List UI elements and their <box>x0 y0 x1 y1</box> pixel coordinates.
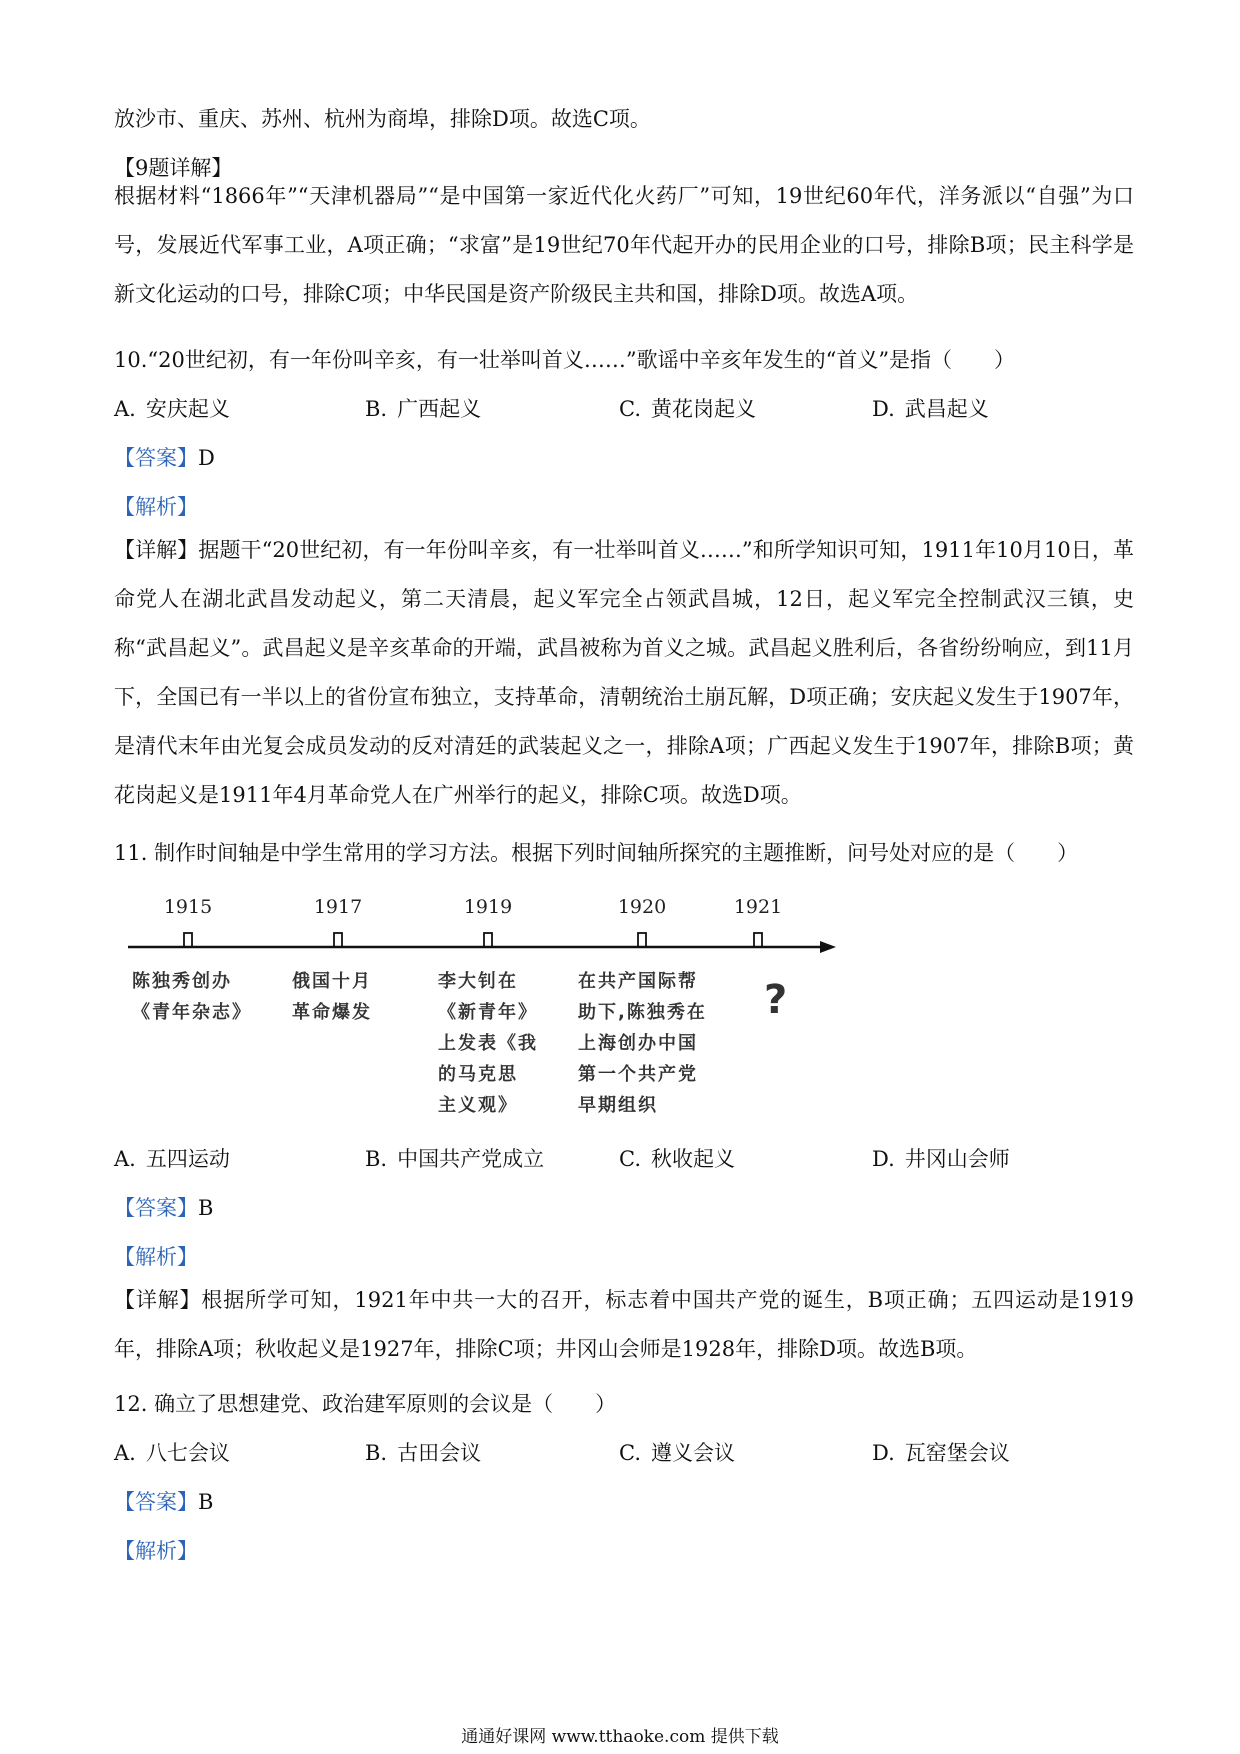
answer-value: D <box>198 446 215 470</box>
timeline-tick <box>184 933 192 947</box>
q11-detail <box>114 1276 1134 1374</box>
detail-label: 【详解】 <box>114 538 199 562</box>
detail-text: 据题干“20世纪初，有一年份叫辛亥，有一壮举叫首义……”和所学知识可知，1911年10月10日，革命党人在湖北武昌发动起义，第二天清晨，起义军完全占领武昌城，12日，起义军完全控制武汉三镇，史称“武昌起义”。武昌起义是辛亥革命的开端，武昌被称为首义之城。武昌起义胜利后，各省纷纷响应，到11月下，全国已有一半以上的省份宣布独立，支持革命，清朝统治土崩瓦解，D项正确；安庆起义发生于1907年，是清代末年由光复会成员发动的反对清廷的武装起义之一，排除A项；广西起义发生于1907年，排除B项；黄花岗起义是1911年4月革命党人在广州举行的起义，排除C项。故选D项。 <box>114 538 1135 807</box>
q12-option-d[interactable]: D. 瓦窑堡会议 <box>872 1441 1010 1465</box>
timeline-event-text: 俄国十月 <box>292 971 372 992</box>
answer-label: 【答案】 <box>114 446 198 470</box>
q9-detail-text: 根据材料“1866年”“天津机器局”“是中国第一家近代化火药厂”可知，19世纪60年代，洋务派以“自强”为口号，发展近代军事工业，A项正确；“求富”是19世纪70年代起开办的民用企业的口号，排除B项；民主科学是新文化运动的口号，排除C项；中华民国是资产阶级民主共和国，排除D项。故选A项。 <box>114 184 1134 306</box>
q11-answer <box>114 1193 1130 1223</box>
q10-option-c[interactable]: C. 黄花岗起义 <box>619 397 756 421</box>
continued-explanation-line: 放沙市、重庆、苏州、杭州为商埠，排除D项。故选C项。 <box>114 107 651 131</box>
timeline-year: 1917 <box>313 896 363 918</box>
q10-answer <box>114 443 1130 473</box>
q12-option-a[interactable]: A. 八七会议 <box>114 1441 230 1465</box>
timeline-svg <box>120 880 840 1140</box>
q12-option-c[interactable]: C. 遵义会议 <box>619 1441 735 1465</box>
timeline-year: 1915 <box>163 896 213 918</box>
timeline-event-text: 主义观》 <box>438 1095 518 1116</box>
q12-analysis-label: 【解析】 <box>114 1539 198 1563</box>
q11-analysis-label: 【解析】 <box>114 1245 198 1269</box>
timeline-tick <box>334 933 342 947</box>
q11-question: 11. 制作时间轴是中学生常用的学习方法。根据下列时间轴所探究的主题推断，问号处对应的是（ ） <box>114 841 1079 865</box>
q11-options <box>114 1144 1134 1174</box>
answer-value: B <box>198 1490 214 1514</box>
q12-answer <box>114 1487 1130 1517</box>
q11-option-d[interactable]: D. 井冈山会师 <box>872 1147 1010 1171</box>
timeline-arrow-icon <box>820 941 836 953</box>
q11-option-c[interactable]: C. 秋收起义 <box>619 1147 735 1171</box>
q11-option-a[interactable]: A. 五四运动 <box>114 1147 230 1171</box>
timeline-year: 1920 <box>617 896 667 918</box>
timeline-event-text: 助下,陈独秀在 <box>578 1002 707 1023</box>
timeline-year: 1921 <box>733 896 783 918</box>
q10-question: 10.“20世纪初，有一年份叫辛亥，有一壮举叫首义……”歌谣中辛亥年发生的“首义”是指（ ） <box>114 348 1016 372</box>
q11-option-b[interactable]: B. 中国共产党成立 <box>365 1147 545 1171</box>
q10-options <box>114 394 1134 424</box>
timeline-event-text: 早期组织 <box>578 1095 658 1116</box>
answer-label: 【答案】 <box>114 1490 198 1514</box>
timeline-event-text: 陈独秀创办 <box>132 971 232 992</box>
timeline-figure <box>120 880 840 1140</box>
q10-option-d[interactable]: D. 武昌起义 <box>872 397 989 421</box>
timeline-event-text: 的马克思 <box>438 1064 518 1085</box>
q10-detail <box>114 526 1134 820</box>
timeline-year: 1919 <box>463 896 513 918</box>
detail-label: 【详解】 <box>114 1288 202 1312</box>
timeline-event-text: 革命爆发 <box>292 1002 372 1023</box>
timeline-event-text: 李大钊在 <box>438 971 518 992</box>
page-footer: 通通好课网 www.tthaoke.com 提供下载 <box>461 1727 779 1747</box>
q10-option-a[interactable]: A. 安庆起义 <box>114 397 230 421</box>
timeline-tick <box>638 933 646 947</box>
q9-detail-header: 【9题详解】 <box>114 156 233 180</box>
timeline-tick <box>484 933 492 947</box>
timeline-tick <box>754 933 762 947</box>
q12-question: 12. 确立了思想建党、政治建军原则的会议是（ ） <box>114 1392 617 1416</box>
answer-value: B <box>198 1196 214 1220</box>
detail-text: 根据所学可知，1921年中共一大的召开，标志着中国共产党的诞生，B项正确；五四运动是1919年，排除A项；秋收起义是1927年，排除C项；井冈山会师是1928年，排除D项。故选B项。 <box>114 1288 1134 1361</box>
timeline-event-text: 《新青年》 <box>438 1002 538 1023</box>
q10-analysis-label: 【解析】 <box>114 495 198 519</box>
q12-option-b[interactable]: B. 古田会议 <box>365 1441 482 1465</box>
timeline-event-text: 《青年杂志》 <box>132 1002 252 1023</box>
timeline-question-mark: ? <box>764 977 788 1023</box>
timeline-event-text: 在共产国际帮 <box>578 971 698 992</box>
timeline-event-text: 上海创办中国 <box>578 1033 698 1054</box>
q10-option-b[interactable]: B. 广西起义 <box>365 397 482 421</box>
timeline-event-text: 第一个共产党 <box>578 1064 698 1085</box>
answer-label: 【答案】 <box>114 1196 198 1220</box>
q12-options <box>114 1438 1134 1468</box>
timeline-event-text: 上发表《我 <box>438 1033 538 1054</box>
